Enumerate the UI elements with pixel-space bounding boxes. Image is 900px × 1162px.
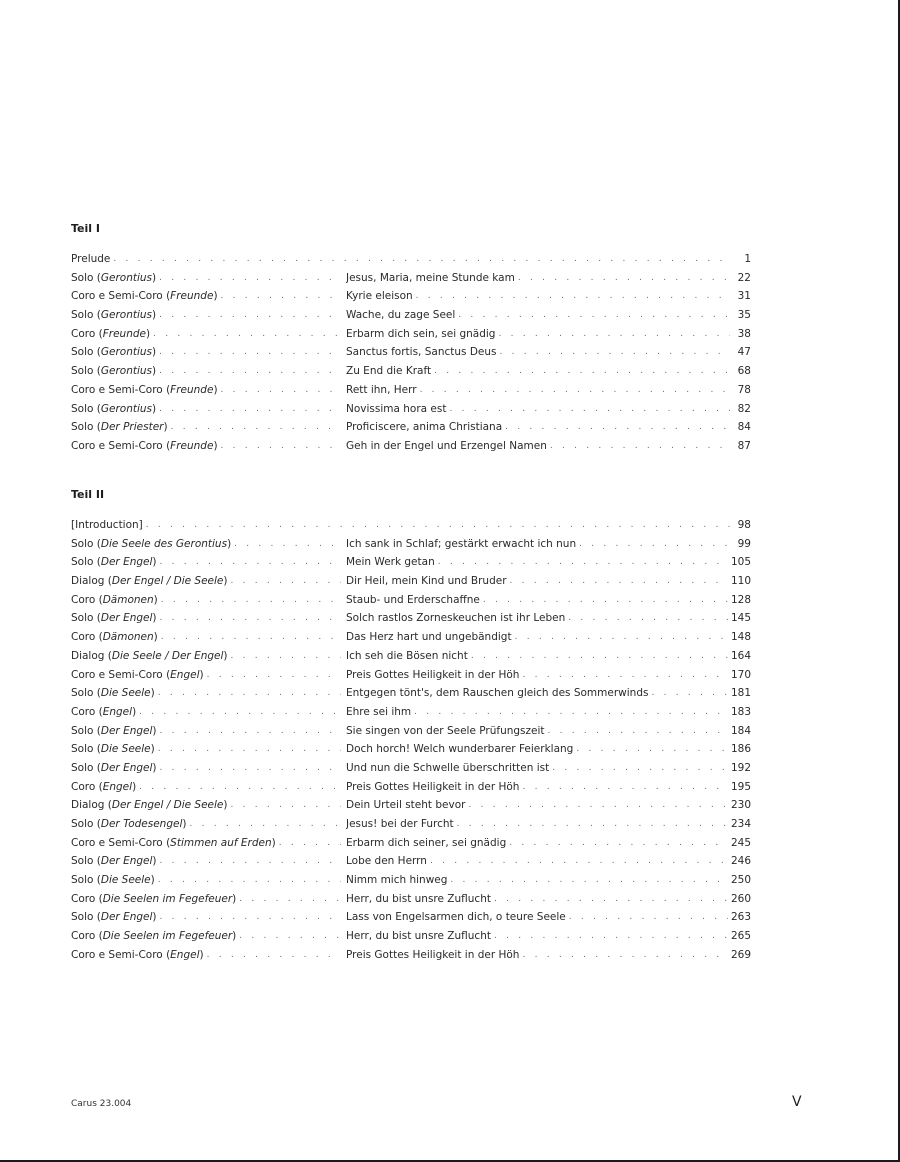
- entry-voice: Solo: [71, 309, 94, 322]
- entry-page: 192: [730, 761, 751, 774]
- toc-entry: Coro e Semi-Coro (Freunde) . . . Kyrie eleison . . . 31: [71, 287, 751, 306]
- entry-incipit: Sanctus fortis, Sanctus Deus: [346, 343, 500, 362]
- entry-role: Die Seele: [100, 874, 151, 887]
- dot-leader: [576, 740, 728, 759]
- entry-role: Der Engel / Die Seele: [111, 799, 224, 812]
- toc-entry: Coro (Dämonen) . . . Staub- und Erderschaffne . . . 128: [71, 591, 751, 610]
- entry-role: Der Engel: [100, 612, 153, 625]
- entry-incipit: Rett ihn, Herr: [346, 381, 420, 400]
- entry-page: 78: [737, 383, 751, 396]
- dot-leader: [159, 343, 341, 362]
- entry-incipit: Novissima hora est: [346, 400, 449, 419]
- entry-incipit: Nimm mich hinweg: [346, 871, 450, 890]
- toc-entry: Solo (Gerontius) . . . Wache, du zage Seel . . . 35: [71, 306, 751, 325]
- entry-page: 98: [737, 519, 751, 531]
- entry-voice: Coro: [71, 631, 96, 644]
- entry-page: 184: [730, 724, 751, 737]
- toc-entry: [71, 250, 751, 269]
- entry-role: Die Seele: [100, 687, 151, 700]
- entry-page: 250: [730, 874, 751, 887]
- dot-leader: [458, 306, 730, 325]
- entry-voice: Coro: [71, 593, 96, 606]
- toc-entry: Coro e Semi-Coro (Engel) . . . Preis Gottes Heiligkeit in der Höh . . . 269: [71, 946, 751, 965]
- entry-page: 170: [730, 668, 751, 681]
- entry-voice: Solo: [71, 818, 94, 830]
- dot-leader: [569, 908, 728, 927]
- entry-voice: Solo: [71, 911, 94, 924]
- entry-page: 35: [737, 309, 751, 322]
- dot-leader: [500, 343, 730, 362]
- dot-leader: [139, 778, 341, 797]
- toc-entry: Solo (Der Engel) . . . Solch rastlos Zorneskeuchen ist ihr Leben . . . 145: [71, 609, 751, 628]
- entry-voice: Solo: [71, 537, 94, 550]
- dot-leader: [160, 908, 341, 927]
- entry-role: Freunde: [170, 290, 214, 303]
- entry-incipit: Das Herz hart und ungebändigt: [346, 628, 515, 647]
- entry-role: Der Engel: [100, 911, 153, 924]
- entry-page: 263: [730, 911, 751, 924]
- entry-voice: Solo: [71, 724, 94, 737]
- entry-incipit: Ich seh die Bösen nicht: [346, 647, 471, 666]
- entry-role: Freunde: [102, 327, 146, 340]
- dot-leader: [279, 834, 341, 853]
- catalog-number: Carus 23.004: [71, 1099, 132, 1109]
- entry-page: 269: [730, 948, 751, 961]
- dot-leader: [221, 287, 341, 306]
- entry-role: Die Seelen im Fegefeuer: [102, 892, 233, 905]
- entry-role: Freunde: [170, 439, 214, 452]
- entry-role: Die Seele: [100, 743, 151, 756]
- entry-page: 38: [737, 327, 751, 340]
- entry-incipit: Ich sank in Schlaf; gestärkt erwacht ich nun: [346, 535, 579, 554]
- entry-voice: Dialog: [71, 799, 105, 812]
- entry-page: 181: [730, 687, 751, 700]
- entry-voice: Coro: [71, 892, 96, 905]
- entry-voice: Solo: [71, 855, 94, 868]
- entry-page: 47: [737, 346, 751, 359]
- toc-entry: Coro e Semi-Coro (Freunde) . . . Geh in der Engel und Erzengel Namen . . . 87: [71, 437, 751, 456]
- entry-role: Stimmen auf Erden: [170, 836, 272, 849]
- page-number: V: [792, 1094, 802, 1110]
- entry-incipit: Herr, du bist unsre Zuflucht: [346, 927, 494, 946]
- dot-leader: [505, 418, 730, 437]
- toc-entry: Coro (Freunde) . . . Erbarm dich sein, sei gnädig . . . 38: [71, 325, 751, 344]
- entry-voice: Solo: [71, 612, 94, 625]
- entry-page: 110: [730, 575, 751, 588]
- entry-incipit: Ehre sei ihm: [346, 703, 414, 722]
- dot-leader: [158, 740, 341, 759]
- dot-leader: [159, 400, 341, 419]
- dot-leader: [234, 535, 341, 554]
- entry-voice: Solo: [71, 421, 94, 434]
- entry-page: 164: [730, 649, 751, 662]
- entry-page: 68: [737, 365, 751, 378]
- entry-incipit: Doch horch! Welch wunderbarer Feierklang: [346, 740, 576, 759]
- dot-leader: [160, 852, 341, 871]
- entry-voice: Solo: [71, 271, 94, 284]
- entry-incipit: Preis Gottes Heiligkeit in der Höh: [346, 666, 522, 685]
- dot-leader: [231, 647, 341, 666]
- toc-entry: Dialog (Die Seele / Der Engel) . . . Ich seh die Bösen nicht . . . 164: [71, 647, 751, 666]
- toc-entry: Solo (Der Todesengel) . . . Jesus! bei der Furcht . . . 234: [71, 815, 751, 834]
- entry-page: 245: [730, 836, 751, 849]
- entry-incipit: Preis Gottes Heiligkeit in der Höh: [346, 946, 522, 965]
- entry-role: Die Seele / Der Engel: [111, 649, 224, 662]
- entry-voice: Coro: [71, 327, 96, 340]
- toc-entry: Coro (Engel) . . . Ehre sei ihm . . . 183: [71, 703, 751, 722]
- entry-voice: Coro e Semi-Coro: [71, 948, 163, 961]
- section-title-teil-1: Teil I: [71, 222, 100, 235]
- toc-entry: Dialog (Der Engel / Die Seele) . . . Dir Heil, mein Kind und Bruder . . . 110: [71, 572, 751, 591]
- dot-leader: [438, 553, 728, 572]
- dot-leader: [498, 325, 730, 344]
- toc-entry: Solo (Der Engel) . . . Und nun die Schwelle überschritten ist . . . 192: [71, 759, 751, 778]
- entry-incipit: Staub- und Erderschaffne: [346, 591, 483, 610]
- dot-leader: [239, 927, 341, 946]
- dot-leader: [171, 418, 341, 437]
- dot-leader: [515, 628, 728, 647]
- toc-entry: Solo (Der Engel) . . . Sie singen von der Seele Prüfungszeit . . . 184: [71, 722, 751, 741]
- dot-leader: [160, 722, 341, 741]
- entry-role: Die Seelen im Fegefeuer: [102, 930, 233, 943]
- dot-leader: [550, 437, 730, 456]
- entry-incipit: Preis Gottes Heiligkeit in der Höh: [346, 778, 522, 797]
- entry-incipit: Kyrie eleison: [346, 287, 416, 306]
- entry-voice: Solo: [71, 687, 94, 700]
- entry-role: Dämonen: [102, 593, 154, 606]
- dot-leader: [159, 269, 341, 288]
- entry-role: Der Engel: [100, 855, 153, 868]
- entry-voice: Solo: [71, 743, 94, 756]
- dot-leader: [221, 381, 341, 400]
- entry-role: Dämonen: [102, 631, 154, 644]
- entry-incipit: Lass von Engelsarmen dich, o teure Seele: [346, 908, 569, 927]
- dot-leader: [522, 666, 727, 685]
- entry-voice: Coro e Semi-Coro: [71, 668, 163, 681]
- toc-entry: Coro (Engel) . . . Preis Gottes Heiligkeit in der Höh . . . 195: [71, 778, 751, 797]
- dot-leader: [434, 362, 730, 381]
- entry-role: Engel: [170, 668, 200, 681]
- toc-entry: Solo (Der Priester) . . . Proficiscere, anima Christiana . . . 84: [71, 418, 751, 437]
- dot-leader: [160, 759, 341, 778]
- dot-leader: [231, 796, 341, 815]
- entry-incipit: Solch rastlos Zorneskeuchen ist ihr Leben: [346, 609, 568, 628]
- dot-leader: [510, 572, 728, 591]
- dot-leader: [548, 722, 728, 741]
- entry-voice: Coro: [71, 930, 96, 943]
- toc-entry: Solo (Die Seele) . . . Doch horch! Welch wunderbarer Feierklang . . . 186: [71, 740, 751, 759]
- entry-role: Gerontius: [100, 365, 153, 378]
- entry-incipit: Sie singen von der Seele Prüfungszeit: [346, 722, 548, 741]
- dot-leader: [468, 796, 728, 815]
- entry-page: 1: [744, 253, 751, 265]
- entry-incipit: Geh in der Engel und Erzengel Namen: [346, 437, 550, 456]
- toc-entry: Solo (Gerontius) . . . Jesus, Maria, meine Stunde kam . . . 22: [71, 269, 751, 288]
- entry-incipit: Dein Urteil steht bevor: [346, 796, 468, 815]
- entry-role: Die Seele des Gerontius: [100, 537, 228, 550]
- toc-entry: Coro e Semi-Coro (Freunde) . . . Rett ihn, Herr . . . 78: [71, 381, 751, 400]
- dot-leader: [522, 946, 727, 965]
- entry-voice: Coro e Semi-Coro: [71, 439, 163, 452]
- entry-voice: Coro: [71, 705, 96, 718]
- dot-leader: [518, 269, 730, 288]
- entry-incipit: Zu End die Kraft: [346, 362, 434, 381]
- toc-entry: Solo (Der Engel) . . . Lass von Engelsarmen dich, o teure Seele . . . 263: [71, 908, 751, 927]
- entry-voice: Solo: [71, 556, 94, 569]
- dot-leader: [160, 609, 341, 628]
- entry-voice: Coro e Semi-Coro: [71, 290, 163, 303]
- entry-page: 246: [730, 855, 751, 868]
- entry-voice: Coro: [71, 780, 96, 793]
- toc-entry: Solo (Gerontius) . . . Sanctus fortis, Sanctus Deus . . . 47: [71, 343, 751, 362]
- dot-leader: [189, 815, 341, 834]
- toc-entry: [71, 516, 751, 535]
- toc-teil-1: [71, 250, 751, 456]
- entry-voice: Coro e Semi-Coro: [71, 383, 163, 396]
- dot-leader: [207, 666, 341, 685]
- dot-leader: [153, 325, 341, 344]
- entry-role: Der Engel: [100, 556, 153, 569]
- entry-role: Freunde: [170, 383, 214, 396]
- dot-leader: [158, 871, 341, 890]
- entry-voice: Solo: [71, 346, 94, 359]
- entry-page: 31: [737, 290, 751, 303]
- entry-incipit: Lobe den Herrn: [346, 852, 430, 871]
- entry-role: Der Engel / Die Seele: [111, 575, 224, 588]
- toc-teil-2: [71, 516, 751, 965]
- entry-page: 84: [737, 421, 751, 434]
- entry-page: 128: [730, 593, 751, 606]
- toc-entry: Coro (Dämonen) . . . Das Herz hart und ungebändigt . . . 148: [71, 628, 751, 647]
- dot-leader: [113, 250, 730, 269]
- toc-entry: Solo (Der Engel) . . . Lobe den Herrn . . . 246: [71, 852, 751, 871]
- entry-page: 260: [730, 892, 751, 905]
- entry-voice: Dialog: [71, 649, 105, 662]
- toc-entry: Solo (Die Seele des Gerontius) . . . Ich sank in Schlaf; gestärkt erwacht ich nun . . . 99: [71, 535, 751, 554]
- entry-incipit: Jesus, Maria, meine Stunde kam: [346, 269, 518, 288]
- dot-leader: [146, 516, 730, 535]
- toc-entry: Coro (Die Seelen im Fegefeuer) . . . Herr, du bist unsre Zuflucht . . . 260: [71, 890, 751, 909]
- toc-entry: Solo (Gerontius) . . . Novissima hora est . . . 82: [71, 400, 751, 419]
- entry-incipit: Jesus! bei der Furcht: [346, 815, 457, 834]
- entry-incipit: Mein Werk getan: [346, 553, 438, 572]
- entry-voice: [Introduction]: [71, 519, 143, 531]
- entry-incipit: Erbarm dich sein, sei gnädig: [346, 325, 498, 344]
- dot-leader: [414, 703, 728, 722]
- dot-leader: [161, 591, 341, 610]
- entry-incipit: Wache, du zage Seel: [346, 306, 458, 325]
- entry-voice: Prelude: [71, 253, 111, 265]
- dot-leader: [207, 946, 341, 965]
- section-title-teil-2: Teil II: [71, 488, 105, 501]
- entry-voice: Solo: [71, 874, 94, 887]
- entry-incipit: Und nun die Schwelle überschritten ist: [346, 759, 552, 778]
- entry-role: Gerontius: [100, 271, 153, 284]
- entry-role: Der Todesengel: [100, 818, 183, 830]
- dot-leader: [159, 362, 341, 381]
- dot-leader: [522, 778, 727, 797]
- toc-entry: Dialog (Der Engel / Die Seele) . . . Dein Urteil steht bevor . . . 230: [71, 796, 751, 815]
- dot-leader: [430, 852, 728, 871]
- dot-leader: [160, 553, 341, 572]
- dot-leader: [509, 834, 728, 853]
- dot-leader: [552, 759, 728, 778]
- dot-leader: [239, 890, 341, 909]
- entry-page: 87: [737, 439, 751, 452]
- entry-voice: Solo: [71, 761, 94, 774]
- dot-leader: [494, 927, 728, 946]
- entry-role: Der Engel: [100, 724, 153, 737]
- entry-voice: Coro e Semi-Coro: [71, 836, 163, 849]
- dot-leader: [416, 287, 730, 306]
- dot-leader: [221, 437, 341, 456]
- entry-incipit: Dir Heil, mein Kind und Bruder: [346, 572, 510, 591]
- entry-role: Gerontius: [100, 309, 153, 322]
- entry-incipit: Entgegen tönt's, dem Rauschen gleich des Sommerwinds: [346, 684, 651, 703]
- entry-voice: Solo: [71, 365, 94, 378]
- entry-page: 22: [737, 271, 751, 284]
- entry-page: 234: [730, 818, 751, 830]
- dot-leader: [158, 684, 341, 703]
- toc-entry: Coro e Semi-Coro (Stimmen auf Erden) . . . Erbarm dich seiner, sei gnädig . . . 245: [71, 834, 751, 853]
- entry-page: 145: [730, 612, 751, 625]
- entry-role: Engel: [102, 705, 133, 718]
- dot-leader: [651, 684, 727, 703]
- entry-role: Der Priester: [100, 421, 164, 434]
- entry-page: 99: [737, 537, 751, 550]
- entry-role: Engel: [102, 780, 133, 793]
- entry-role: Gerontius: [100, 402, 153, 415]
- dot-leader: [471, 647, 728, 666]
- entry-page: 186: [730, 743, 751, 756]
- dot-leader: [161, 628, 341, 647]
- entry-page: 82: [737, 402, 751, 415]
- entry-page: 195: [730, 780, 751, 793]
- entry-page: 183: [730, 705, 751, 718]
- toc-entry: Coro (Die Seelen im Fegefeuer) . . . Herr, du bist unsre Zuflucht . . . 265: [71, 927, 751, 946]
- dot-leader: [483, 591, 728, 610]
- dot-leader: [494, 890, 728, 909]
- dot-leader: [579, 535, 730, 554]
- entry-page: 148: [730, 631, 751, 644]
- entry-page: 230: [730, 799, 751, 812]
- dot-leader: [420, 381, 730, 400]
- toc-entry: Solo (Die Seele) . . . Entgegen tönt's, dem Rauschen gleich des Sommerwinds . . . 181: [71, 684, 751, 703]
- entry-role: Engel: [170, 948, 200, 961]
- dot-leader: [139, 703, 341, 722]
- entry-voice: Dialog: [71, 575, 105, 588]
- entry-page: 105: [730, 556, 751, 569]
- entry-incipit: Proficiscere, anima Christiana: [346, 418, 505, 437]
- toc-entry: Solo (Die Seele) . . . Nimm mich hinweg . . . 250: [71, 871, 751, 890]
- entry-voice: Solo: [71, 402, 94, 415]
- dot-leader: [457, 815, 728, 834]
- toc-entry: Coro e Semi-Coro (Engel) . . . Preis Gottes Heiligkeit in der Höh . . . 170: [71, 666, 751, 685]
- entry-role: Gerontius: [100, 346, 153, 359]
- toc-entry: Solo (Gerontius) . . . Zu End die Kraft . . . 68: [71, 362, 751, 381]
- dot-leader: [231, 572, 341, 591]
- dot-leader: [159, 306, 341, 325]
- toc-entry: Solo (Der Engel) . . . Mein Werk getan . . . 105: [71, 553, 751, 572]
- entry-incipit: Herr, du bist unsre Zuflucht: [346, 890, 494, 909]
- dot-leader: [568, 609, 728, 628]
- dot-leader: [450, 871, 728, 890]
- entry-incipit: Erbarm dich seiner, sei gnädig: [346, 834, 509, 853]
- entry-role: Der Engel: [100, 761, 153, 774]
- dot-leader: [449, 400, 730, 419]
- entry-page: 265: [730, 930, 751, 943]
